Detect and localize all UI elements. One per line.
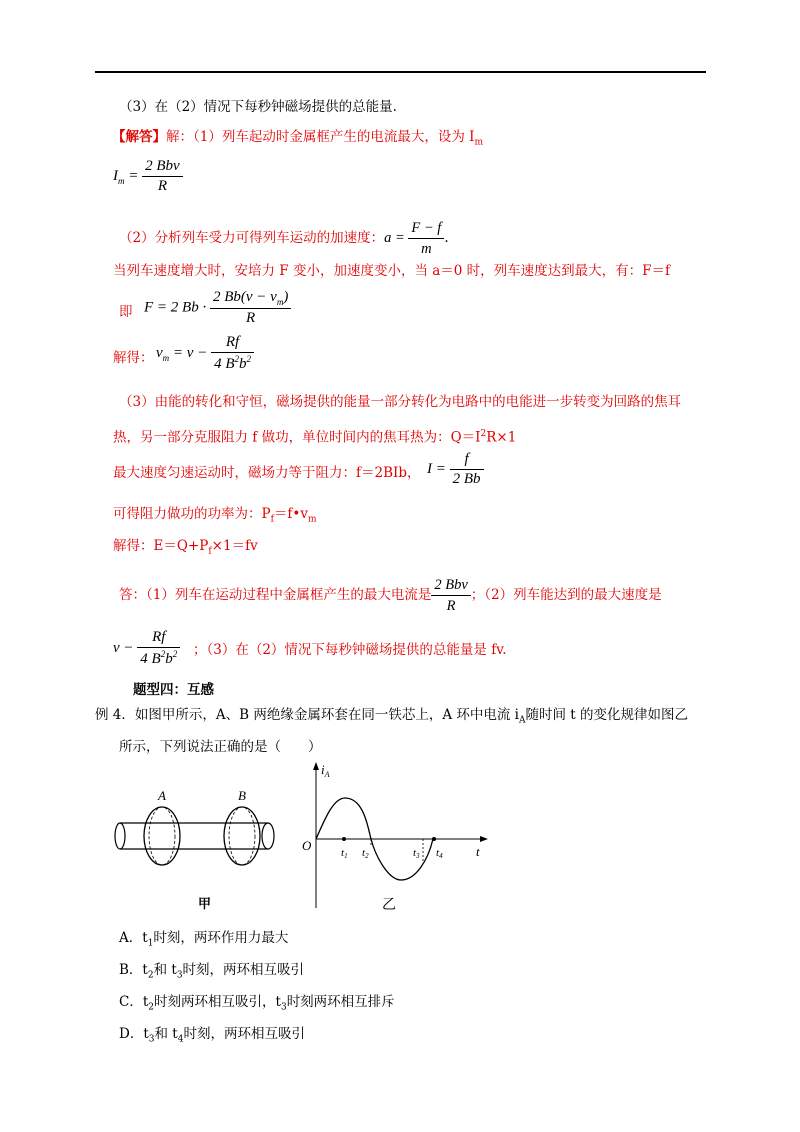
answer-part-3a: （3）由能的转化和守恒，磁场提供的能量一部分转化为电路中的电能进一步转变为回路的焦耳 (119, 394, 682, 410)
formula-im: $I_m$ = $\frac{\text{2 Bbv}}{R}$ (113, 158, 183, 195)
tick-t4: t4 (436, 847, 443, 860)
formula-vm: $v_m = v$ − $\frac{Rf}{4 B^2b^2}$ (156, 334, 254, 373)
option-a[interactable]: A．$t_1$时刻，两环作用力最大 (119, 930, 289, 949)
figure-jia (110, 775, 290, 915)
section-title: 题型四：互感 (133, 682, 214, 698)
figure-yi (296, 758, 496, 918)
answer-part-3c: 最大速度匀速运动时，磁场力等于阻力：f＝2BIb， (113, 465, 421, 481)
formula-final-vm: v − $\frac{Rf}{4 B^2b^2}$ (113, 629, 180, 668)
tick-t3: t3 (413, 847, 420, 860)
ji-label: 即 (119, 304, 133, 320)
caption-yi: 乙 (382, 897, 396, 913)
answer-part-3d: 可得阻力做功的功率为：$P_f=f•v_m$ (113, 506, 317, 525)
answer-part-2: （2）分析列车受力可得列车运动的加速度：a = $\frac{F - f}{m}$ . (119, 220, 449, 257)
answer-speed-note: 当列车速度增大时，安培力 F 变小，加速度变小，当 a＝0 时，列车速度达到最大，有：F＝f (113, 263, 671, 279)
answer-part-3e: 解得：$E=Q+P_f\times 1=fv$ (113, 538, 258, 557)
formula-current: I = $\frac{f}{2 Bb}$ (427, 451, 484, 488)
example-4-line-1: 例 4．如图甲所示，A、B 两绝缘金属环套在同一铁芯上，A 环中电流 $i_A$随时间 t 的变化规律如图乙 (95, 707, 689, 726)
caption-jia: 甲 (198, 897, 212, 912)
label-ring-b: B (238, 788, 246, 803)
tick-t1: t1 (341, 847, 348, 860)
header-rule (95, 71, 706, 73)
label-ring-a: A (158, 788, 166, 803)
final-answer-1: 答：（1）列车在运动过程中金属框产生的最大电流是 $\frac{\text{2 Bbv}}{R}$ ；（2）列车能达到的最大速度是 (119, 577, 662, 614)
origin-label: O (302, 838, 312, 853)
option-b[interactable]: B．$t_2$和 $t_3$时刻，两环相互吸引 (119, 962, 305, 981)
option-c[interactable]: C．$t_2$时刻两环相互吸引，$t_3$时刻两环相互排斥 (119, 994, 395, 1013)
formula-force: F = 2 Bb · $\frac{2 Bb(v - v_m)}{R}$ (144, 289, 291, 327)
y-axis-label: $i_A$ (321, 762, 330, 779)
tick-t2: t2 (362, 847, 369, 860)
x-axis-label: t (476, 844, 480, 859)
jiede-label-1: 解得： (113, 350, 154, 366)
answer-line-1: 【解答】解：（1）列车起动时金属框产生的电流最大，设为 $I_m$ (112, 129, 484, 148)
final-answer-2: ；（3）在（2）情况下每秒钟磁场提供的总能量是 fv. (193, 642, 507, 658)
answer-tag: 【解答】 (112, 129, 166, 145)
option-d[interactable]: D．$t_3$和 $t_4$时刻，两环相互吸引 (119, 1026, 305, 1045)
answer-part-3b: 热，另一部分克服阻力 f 做功，单位时间内的焦耳热为：$Q=I^2R\times 1$ (113, 429, 517, 446)
example-4-line-2: 所示，下列说法正确的是（ ） (119, 739, 322, 755)
question-part-3: （3）在（2）情况下每秒钟磁场提供的总能量. (119, 99, 397, 115)
